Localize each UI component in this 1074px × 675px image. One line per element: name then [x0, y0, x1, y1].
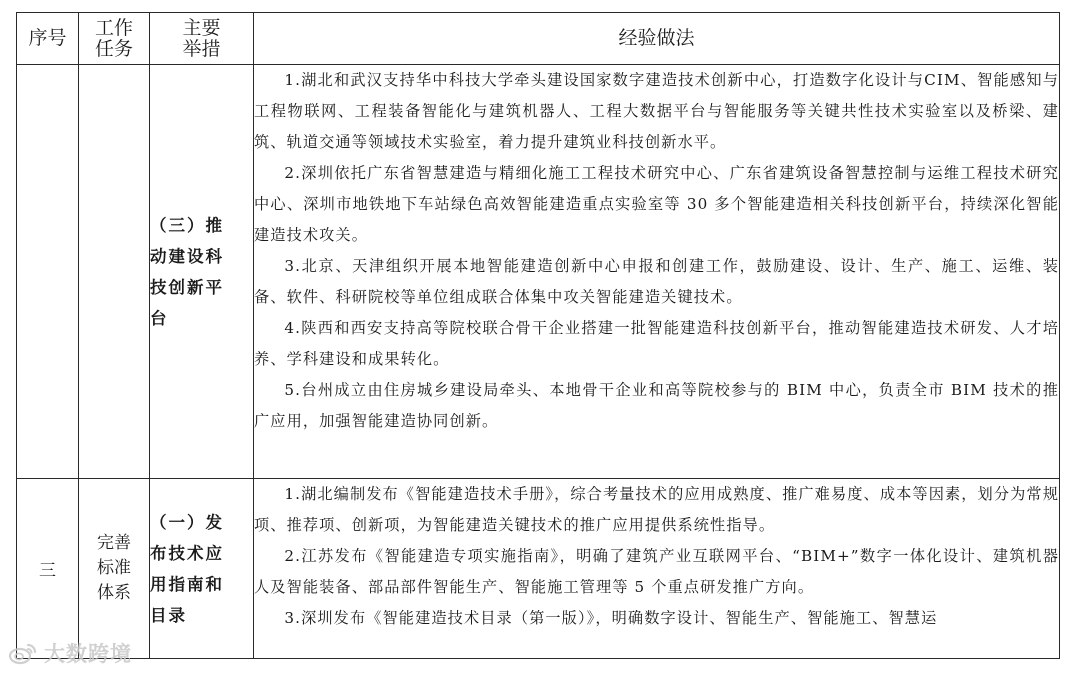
weibo-logo-icon — [8, 641, 38, 665]
row-content-cell — [254, 65, 1060, 479]
task-text: 完善标准体系 — [97, 533, 131, 603]
content-paragraph: 2.深圳依托广东省智慧建造与精细化施工工程技术研究中心、广东省建筑设备智慧控制与运维工程技术研究中心、深圳市地铁地下车站绿色高效智能建造重点实验室等 30 多个智能建造相关科技创新平台，持续深化智能建造技术攻关。 — [254, 164, 1059, 244]
table-row — [17, 65, 1060, 479]
header-task-line2: 任务 — [94, 37, 133, 60]
header-measure-line2: 举措 — [182, 37, 221, 60]
row-task-cell — [79, 479, 150, 659]
content-paragraph: 2.江苏发布《智能建造专项实施指南》，明确了建筑产业互联网平台、“BIM+”数字一体化设计、建筑机器人及智能装备、部品部件智能生产、智能施工管理等 5 个重点研发推广方向。 — [254, 547, 1059, 596]
row-measure-cell — [150, 479, 254, 659]
header-experience: 经验做法 — [254, 13, 1060, 65]
row-number-cell — [17, 65, 79, 479]
content-paragraph: 1.湖北编制发布《智能建造技术手册》，综合考量技术的应用成熟度、推广难易度、成本等因素，划分为常规项、推荐项、创新项，为智能建造关键技术的推广应用提供系统性指导。 — [254, 485, 1059, 534]
measure-text: （一）发布技术应用指南和目录 — [150, 512, 224, 625]
content-paragraph: 3.深圳发布《智能建造技术目录（第一版）》，明确数字设计、智能生产、智能施工、智慧运 — [284, 609, 938, 627]
header-task-line1: 工作 — [94, 16, 133, 39]
watermark-text: 大数跨境 — [44, 642, 132, 666]
content-paragraph: 3.北京、天津组织开展本地智能建造创新中心申报和创建工作，鼓励建设、设计、生产、施工、运维、装备、软件、科研院校等单位组成联合体集中攻关智能建造关键技术。 — [254, 257, 1059, 306]
table-row — [17, 479, 1060, 659]
content-paragraph: 5.台州成立由住房城乡建设局牵头、本地骨干企业和高等院校参与的 BIM 中心，负责全市 BIM 技术的推广应用，加强智能建造协同创新。 — [254, 381, 1059, 430]
row-task-cell — [79, 65, 150, 479]
header-measure — [150, 13, 254, 65]
experience-table — [16, 12, 1060, 659]
row-number-cell: 三 — [17, 479, 79, 659]
header-task — [79, 13, 150, 65]
measure-text: （三）推动建设科技创新平台 — [150, 215, 224, 328]
row-content-cell — [254, 479, 1060, 659]
header-number: 序号 — [17, 13, 79, 65]
header-measure-line1: 主要 — [182, 16, 221, 39]
content-paragraph: 1.湖北和武汉支持华中科技大学牵头建设国家数字建造技术创新中心，打造数字化设计与CIM、智能感知与工程物联网、工程装备智能化与建筑机器人、工程大数据平台与智能服务等关键共性技术实验室以及桥梁、建筑、轨道交通等领域技术实验室，着力提升建筑业科技创新水平。 — [254, 71, 1059, 151]
header-row — [17, 13, 1060, 65]
watermark — [8, 640, 132, 666]
content-paragraph: 4.陕西和西安支持高等院校联合骨干企业搭建一批智能建造科技创新平台，推动智能建造技术研发、人才培养、学科建设和成果转化。 — [254, 319, 1059, 368]
row-measure-cell — [150, 65, 254, 479]
